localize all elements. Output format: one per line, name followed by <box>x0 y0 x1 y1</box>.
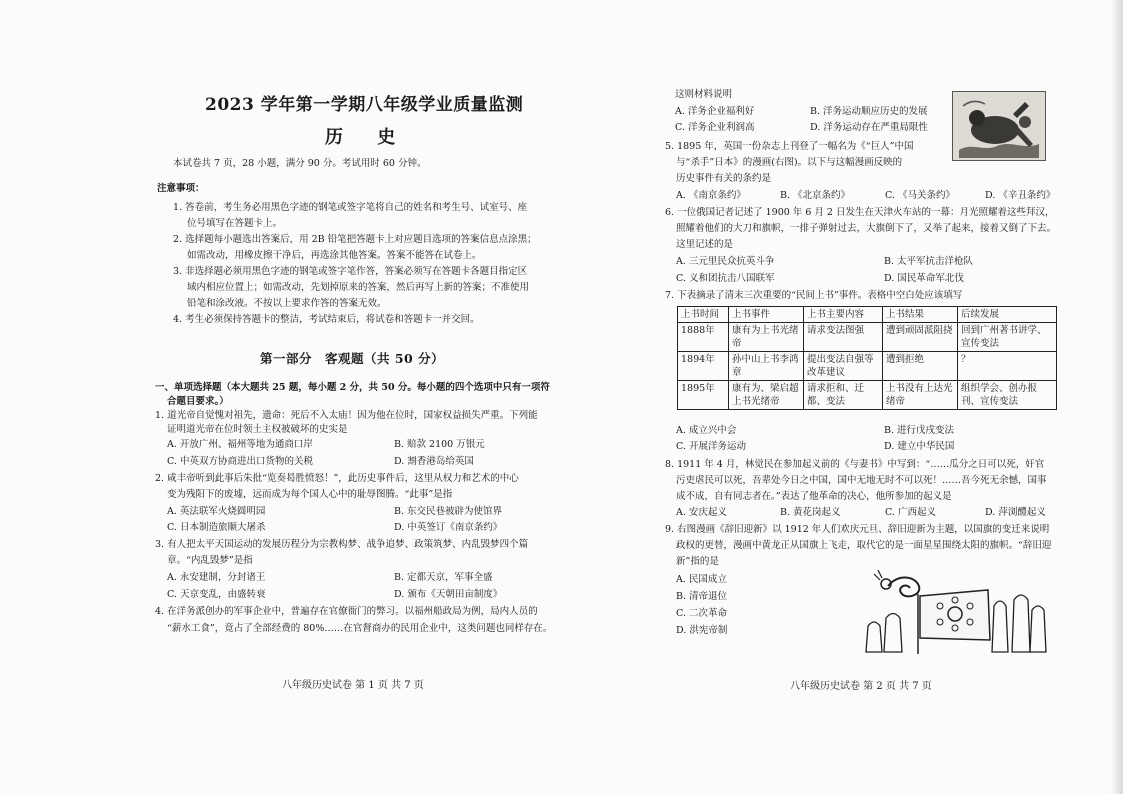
table-cell: 回到广州著书讲学、宣传变法 <box>958 323 1057 352</box>
option-c: C. 广西起义 <box>885 507 936 518</box>
option-a: A. 安庆起义 <box>676 507 727 518</box>
table-row <box>678 323 1057 352</box>
option-b: B. 定都天京，军事全盛 <box>394 572 493 583</box>
question-4-stem: 这则材料说明 <box>675 89 733 100</box>
table-cell: 1895年 <box>678 381 729 410</box>
section-instruction: 合题目要求。） <box>167 396 229 407</box>
section-instruction: 一、单项选择题（本大题共 25 题，每小题 2 分，共 50 分。每小题的四个选项中只有一项符 <box>155 382 550 393</box>
note-line: 3. 非选择题必须用黑色字迹的钢笔或签字笔作答，答案必须写在答题卡各题目指定区 <box>173 266 528 277</box>
question-8-stem: 8. 1911 年 4 月，林觉民在参加起义前的《与妻书》中写到：“……瓜分之日可以死，奸官 <box>665 459 1045 470</box>
petition-table <box>677 306 1057 410</box>
table-header-cell: 上书结果 <box>883 307 958 323</box>
option-d: D. 《辛丑条约》 <box>985 190 1056 201</box>
option-a: A. 三元里民众抗英斗争 <box>676 256 775 267</box>
option-d: D. 萍浏醴起义 <box>985 507 1046 518</box>
option-b: B. 《北京条约》 <box>780 190 851 201</box>
question-6-stem: 6. 一位俄国记者记述了 1900 年 6 月 2 日发生在天津火车站的一幕：月光照耀着这些拜汉， <box>665 207 1055 218</box>
option-c: C. 开展洋务运动 <box>676 441 746 452</box>
notes-heading: 注意事项： <box>157 183 205 194</box>
table-header-cell: 上书时间 <box>678 307 729 323</box>
table-cell: 遭到拒绝 <box>883 352 958 381</box>
table-cell: 1894年 <box>678 352 729 381</box>
question-2-stem: 变为残阳下的废墟，远而成为每个国人心中的耻辱图腾。“此事”是指 <box>167 489 453 500</box>
option-d: D. 颁布《天朝田亩制度》 <box>394 589 503 600</box>
option-d: D. 割香港岛给英国 <box>394 456 474 467</box>
note-line: 1. 答卷前，考生务必用黑色字迹的钢笔或签字笔将自己的姓名和考生号、试室号、座 <box>173 202 528 213</box>
option-c: C. 日本制造旅顺大屠杀 <box>167 522 266 533</box>
note-line: 4. 考生必须保持答题卡的整洁，考试结束后，将试卷和答题卡一并交回。 <box>173 314 480 325</box>
table-cell: 组织学会、创办报刊、宣传变法 <box>958 381 1057 410</box>
question-6-stem: 这里记述的是 <box>676 239 734 250</box>
option-c: C. 义和团抗击八国联军 <box>676 273 775 284</box>
table-header-cell: 上书事件 <box>729 307 804 323</box>
table-header-row <box>678 307 1057 323</box>
option-c: C. 中英双方协商进出口货物的关税 <box>167 456 313 467</box>
table-header-cell: 后续发展 <box>958 307 1057 323</box>
cartoon-old-and-new-flags <box>858 566 1048 654</box>
option-a: A. 英法联军火烧圆明园 <box>167 506 266 517</box>
note-line: 2. 选择题每小题选出答案后，用 2B 铅笔把答题卡上对应题目选项的答案信息点涂黑； <box>173 234 537 245</box>
option-a: A. 开放广州、福州等地为通商口岸 <box>167 439 313 450</box>
option-c: C. 《马关条约》 <box>885 190 955 201</box>
option-a: A. 民国成立 <box>676 574 727 585</box>
exam-title: 2023 学年第一学期八年级学业质量监测 <box>205 95 524 115</box>
table-cell: 康有为上书光绪帝 <box>729 323 804 352</box>
table-header-cell: 上书主要内容 <box>804 307 883 323</box>
table-cell: 孙中山上书李鸿章 <box>729 352 804 381</box>
subject-title: 历 史 <box>325 127 410 148</box>
part1-heading: 第一部分 客观题（共 50 分） <box>260 351 445 366</box>
option-b: B. 太平军抗击洋枪队 <box>884 256 974 267</box>
option-c: C. 二次革命 <box>676 608 727 619</box>
option-d: D. 中英签订《南京条约》 <box>394 522 503 533</box>
question-1-stem: 证明道光帝在位时领土主权被破坏的史实是 <box>167 424 348 435</box>
table-cell: 遭到顽固派阻挠 <box>883 323 958 352</box>
question-4-stem: 4. 在洋务派创办的军事企业中，普遍存在官僚衙门的弊习。以福州船政局为例，局内人员的 <box>155 606 538 617</box>
question-9-stem: 9. 右图漫画《辞旧迎新》以 1912 年人们欢庆元旦、辞旧迎新为主题，以国旗的变迁来说明 <box>665 524 1050 535</box>
option-a: A. 洋务企业福利好 <box>675 106 755 117</box>
table-cell: 提出变法自强等改革建议 <box>804 352 883 381</box>
option-b: B. 洋务运动顺应历史的发展 <box>810 106 928 117</box>
option-a: A. 《南京条约》 <box>676 190 746 201</box>
question-6-stem: 照耀着他们的大刀和旗帜，一排子弹射过去，大旗倒下了，又举了起来，接着又倒了下去。 <box>676 223 1057 234</box>
question-3-stem: 章。“内乱毁梦”是指 <box>167 555 253 566</box>
table-cell: 请求拒和、迁都、变法 <box>804 381 883 410</box>
note-line: 铅笔和涂改液。不按以上要求作答的答案无效。 <box>187 298 387 309</box>
option-d: D. 洪宪帝制 <box>676 625 728 636</box>
question-5-stem: 与“杀手”日本》的漫画(右图)。以下与这幅漫画反映的 <box>676 157 903 168</box>
note-line: 位号填写在答题卡上。 <box>187 218 283 229</box>
option-b: B. 赔款 2100 万银元 <box>394 439 485 450</box>
table-cell-blank: ？ <box>958 352 1057 381</box>
question-9-stem: 新”指的是 <box>676 556 719 567</box>
page-footer-right: 八年级历史试卷 第 2 页 共 7 页 <box>790 681 932 692</box>
question-5-stem: 历史事件有关的条约是 <box>676 173 772 184</box>
note-line: 域内相应位置上；如需改动，先划掉原来的答案，然后再写上新的答案；不准使用 <box>187 282 530 293</box>
option-b: B. 黄花岗起义 <box>780 507 841 518</box>
table-cell: 康有为、梁启超上书光绪帝 <box>729 381 804 410</box>
table-cell: 上书没有上达光绪帝 <box>883 381 958 410</box>
option-a: A. 永安建制，分封诸王 <box>167 572 266 583</box>
option-b: B. 清帝退位 <box>676 591 728 602</box>
option-d: D. 洋务运动存在严重局限性 <box>810 122 928 133</box>
note-line: 如需改动，用橡皮擦干净后，再选涂其他答案。答案不能答在试卷上。 <box>187 250 482 261</box>
table-row <box>678 381 1057 410</box>
question-2-stem: 2. 咸丰帝听到此事后朱批“览奏曷胜愤怒！”，此历史事件后，这里从权力和艺术的中心 <box>155 473 519 484</box>
question-1-stem: 1. 道光帝自觉愧对祖先，遗命：死后不入太庙！因为他在位时，国家权益损失严重。下列能 <box>155 410 538 421</box>
table-cell: 请求变法图强 <box>804 323 883 352</box>
option-b: B. 进行戊戌变法 <box>884 425 955 436</box>
option-d: D. 国民革命军北伐 <box>884 273 964 284</box>
table-cell: 1888年 <box>678 323 729 352</box>
option-d: D. 建立中华民国 <box>884 441 955 452</box>
table-row <box>678 352 1057 381</box>
question-5-stem: 5. 1895 年，英国一份杂志上刊登了一幅名为《“巨人”中国 <box>665 141 914 152</box>
question-3-stem: 3. 有人把太平天国运动的发展历程分为宗教构梦、战争追梦、政策筑梦、内乱毁梦四个篇 <box>155 539 529 550</box>
question-9-stem: 政权的更替，漫画中黄龙正从国旗上飞走，取代它的是一面星星围绕太阳的旗帜。“辞旧迎 <box>676 540 1052 551</box>
option-a: A. 成立兴中会 <box>676 425 737 436</box>
exam-info: 本试卷共 7 页，28 小题，满分 90 分。考试用时 60 分钟。 <box>173 158 427 169</box>
option-c: C. 洋务企业利润高 <box>675 122 755 133</box>
option-b: B. 东交民巷被辟为使馆界 <box>394 506 503 517</box>
scan-edge-shadow <box>1111 0 1123 794</box>
cartoon-giant-china-killer-japan <box>952 91 1046 161</box>
option-c: C. 天京变乱，由盛转衰 <box>167 589 266 600</box>
question-8-stem: 成不成，自有同志者在。”表达了他革命的决心，他所参加的起义是 <box>676 491 952 502</box>
question-7-stem: 7. 下表摘录了清末三次重要的“民间上书”事件。表格中空白处应该填写 <box>665 290 963 301</box>
question-4-stem: “薪水工食”，竟占了全部经费的 80%……在官督商办的民用企业中，这类问题也同样存在。 <box>167 623 553 634</box>
question-8-stem: 污吏虐民可以死，吾辈处今日之中国，国中无地无时不可以死！……吾今死无余憾，国事 <box>676 475 1047 486</box>
page-footer-left: 八年级历史试卷 第 1 页 共 7 页 <box>282 680 424 691</box>
